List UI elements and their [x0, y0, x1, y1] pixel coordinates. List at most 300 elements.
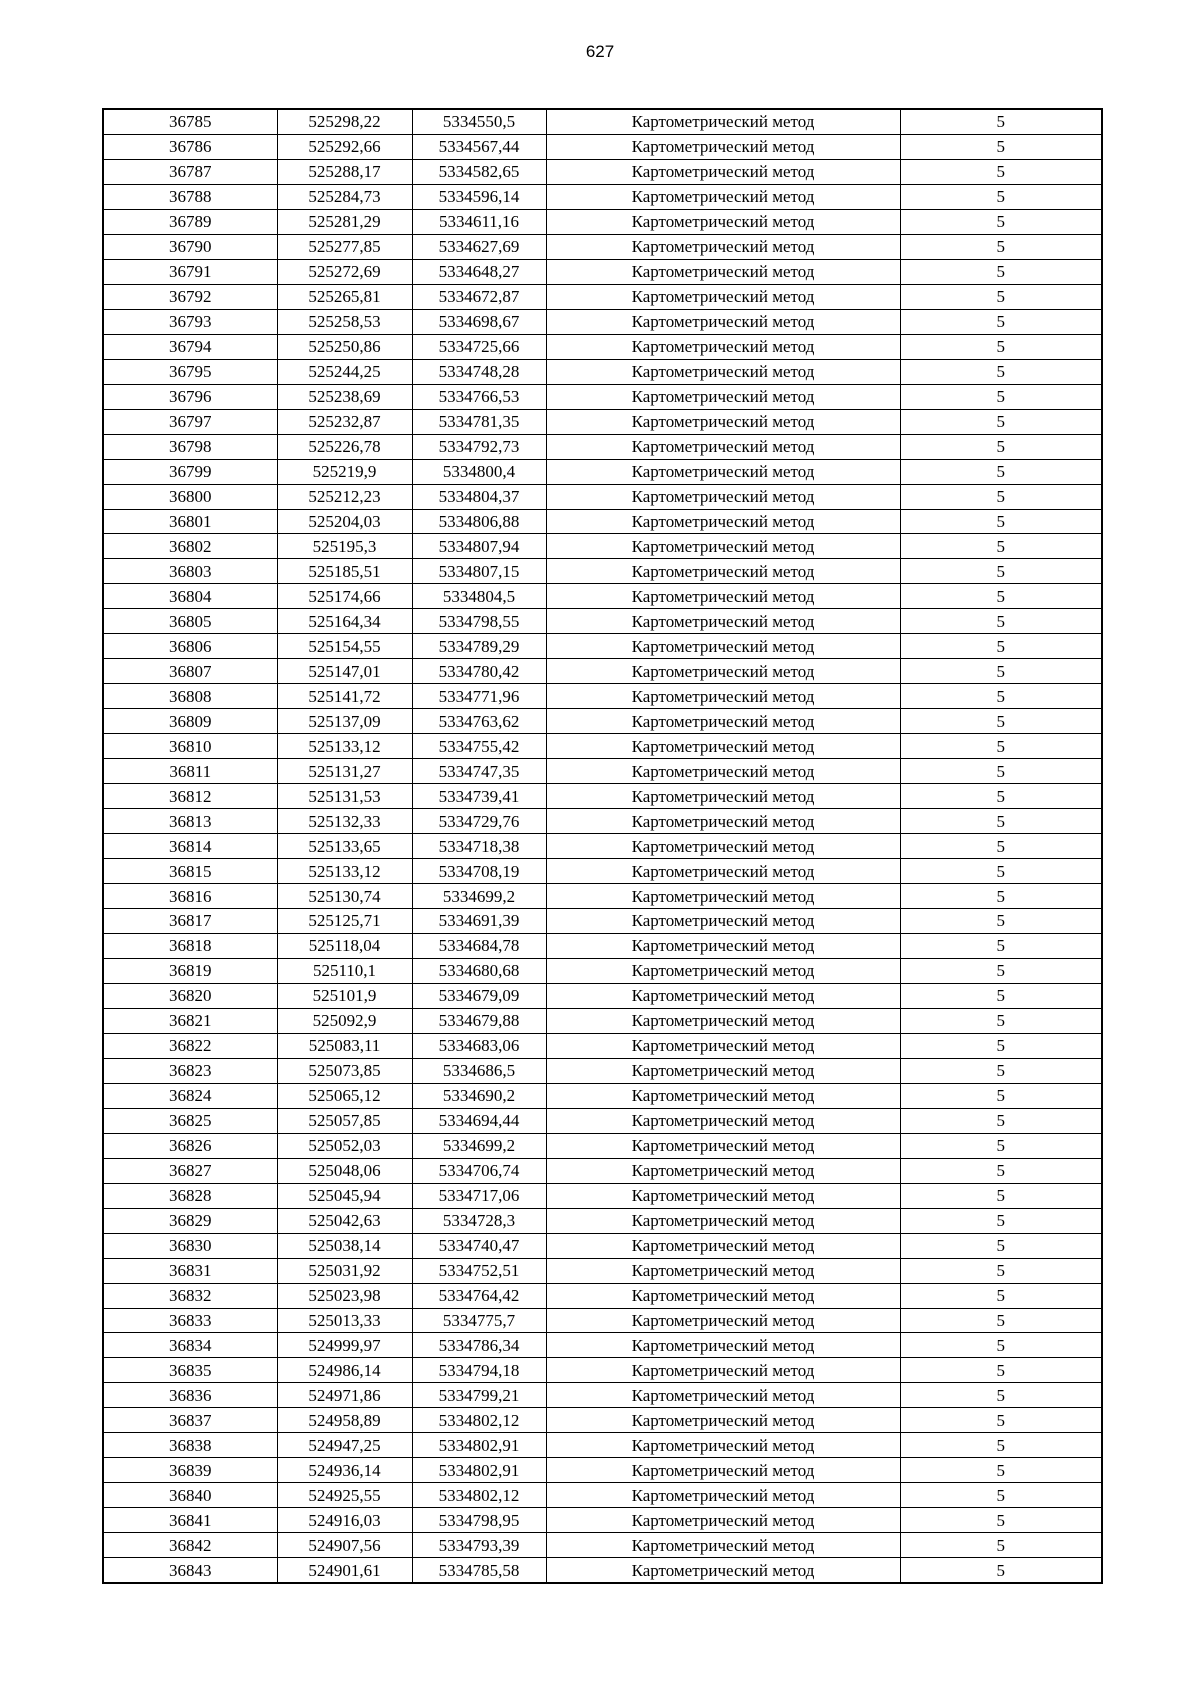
y-coordinate-cell: 5334800,4 — [412, 459, 546, 484]
accuracy-cell: 5 — [900, 1333, 1102, 1358]
accuracy-cell: 5 — [900, 384, 1102, 409]
point-number-cell: 36836 — [103, 1383, 277, 1408]
x-coordinate-cell: 525265,81 — [277, 284, 412, 309]
accuracy-cell: 5 — [900, 509, 1102, 534]
x-coordinate-cell: 525065,12 — [277, 1083, 412, 1108]
table-row — [103, 1558, 1102, 1583]
method-cell: Картометрический метод — [546, 1283, 900, 1308]
method-cell: Картометрический метод — [546, 409, 900, 434]
x-coordinate-cell: 525125,71 — [277, 909, 412, 934]
y-coordinate-cell: 5334690,2 — [412, 1083, 546, 1108]
y-coordinate-cell: 5334792,73 — [412, 434, 546, 459]
method-cell: Картометрический метод — [546, 933, 900, 958]
method-cell: Картометрический метод — [546, 1433, 900, 1458]
method-cell: Картометрический метод — [546, 859, 900, 884]
table-row — [103, 809, 1102, 834]
x-coordinate-cell: 525101,9 — [277, 983, 412, 1008]
point-number-cell: 36801 — [103, 509, 277, 534]
accuracy-cell: 5 — [900, 559, 1102, 584]
x-coordinate-cell: 525133,12 — [277, 734, 412, 759]
point-number-cell: 36823 — [103, 1058, 277, 1083]
table-row — [103, 1333, 1102, 1358]
y-coordinate-cell: 5334729,76 — [412, 809, 546, 834]
method-cell: Картометрический метод — [546, 234, 900, 259]
x-coordinate-cell: 525232,87 — [277, 409, 412, 434]
accuracy-cell: 5 — [900, 234, 1102, 259]
point-number-cell: 36815 — [103, 859, 277, 884]
x-coordinate-cell: 524901,61 — [277, 1558, 412, 1583]
method-cell: Картометрический метод — [546, 634, 900, 659]
method-cell: Картометрический метод — [546, 334, 900, 359]
y-coordinate-cell: 5334648,27 — [412, 259, 546, 284]
accuracy-cell: 5 — [900, 1108, 1102, 1133]
accuracy-cell: 5 — [900, 109, 1102, 134]
accuracy-cell: 5 — [900, 1233, 1102, 1258]
y-coordinate-cell: 5334807,94 — [412, 534, 546, 559]
y-coordinate-cell: 5334755,42 — [412, 734, 546, 759]
point-number-cell: 36790 — [103, 234, 277, 259]
y-coordinate-cell: 5334802,12 — [412, 1408, 546, 1433]
point-number-cell: 36821 — [103, 1008, 277, 1033]
x-coordinate-cell: 525048,06 — [277, 1158, 412, 1183]
table-row — [103, 1533, 1102, 1558]
method-cell: Картометрический метод — [546, 159, 900, 184]
method-cell: Картометрический метод — [546, 909, 900, 934]
y-coordinate-cell: 5334802,91 — [412, 1433, 546, 1458]
table-row — [103, 284, 1102, 309]
y-coordinate-cell: 5334747,35 — [412, 759, 546, 784]
y-coordinate-cell: 5334802,12 — [412, 1483, 546, 1508]
table-row — [103, 159, 1102, 184]
accuracy-cell: 5 — [900, 983, 1102, 1008]
table-row — [103, 784, 1102, 809]
method-cell: Картометрический метод — [546, 834, 900, 859]
method-cell: Картометрический метод — [546, 809, 900, 834]
y-coordinate-cell: 5334781,35 — [412, 409, 546, 434]
accuracy-cell: 5 — [900, 884, 1102, 909]
point-number-cell: 36843 — [103, 1558, 277, 1583]
method-cell: Картометрический метод — [546, 958, 900, 983]
x-coordinate-cell: 524958,89 — [277, 1408, 412, 1433]
accuracy-cell: 5 — [900, 1533, 1102, 1558]
point-number-cell: 36835 — [103, 1358, 277, 1383]
x-coordinate-cell: 525031,92 — [277, 1258, 412, 1283]
table-row — [103, 983, 1102, 1008]
table-row — [103, 384, 1102, 409]
x-coordinate-cell: 525154,55 — [277, 634, 412, 659]
y-coordinate-cell: 5334717,06 — [412, 1183, 546, 1208]
y-coordinate-cell: 5334804,5 — [412, 584, 546, 609]
table-row — [103, 1483, 1102, 1508]
accuracy-cell: 5 — [900, 459, 1102, 484]
x-coordinate-cell: 525185,51 — [277, 559, 412, 584]
table-row — [103, 534, 1102, 559]
point-number-cell: 36828 — [103, 1183, 277, 1208]
x-coordinate-cell: 525284,73 — [277, 184, 412, 209]
table-row — [103, 434, 1102, 459]
method-cell: Картометрический метод — [546, 284, 900, 309]
x-coordinate-cell: 524971,86 — [277, 1383, 412, 1408]
y-coordinate-cell: 5334804,37 — [412, 484, 546, 509]
point-number-cell: 36810 — [103, 734, 277, 759]
point-number-cell: 36785 — [103, 109, 277, 134]
y-coordinate-cell: 5334627,69 — [412, 234, 546, 259]
accuracy-cell: 5 — [900, 859, 1102, 884]
accuracy-cell: 5 — [900, 1183, 1102, 1208]
point-number-cell: 36839 — [103, 1458, 277, 1483]
point-number-cell: 36838 — [103, 1433, 277, 1458]
accuracy-cell: 5 — [900, 1408, 1102, 1433]
point-number-cell: 36800 — [103, 484, 277, 509]
point-number-cell: 36799 — [103, 459, 277, 484]
table-row — [103, 334, 1102, 359]
table-row — [103, 933, 1102, 958]
y-coordinate-cell: 5334793,39 — [412, 1533, 546, 1558]
x-coordinate-cell: 525092,9 — [277, 1008, 412, 1033]
method-cell: Картометрический метод — [546, 1483, 900, 1508]
x-coordinate-cell: 525073,85 — [277, 1058, 412, 1083]
method-cell: Картометрический метод — [546, 1183, 900, 1208]
point-number-cell: 36803 — [103, 559, 277, 584]
point-number-cell: 36814 — [103, 834, 277, 859]
x-coordinate-cell: 525244,25 — [277, 359, 412, 384]
y-coordinate-cell: 5334718,38 — [412, 834, 546, 859]
method-cell: Картометрический метод — [546, 684, 900, 709]
table-row — [103, 859, 1102, 884]
y-coordinate-cell: 5334680,68 — [412, 958, 546, 983]
x-coordinate-cell: 525219,9 — [277, 459, 412, 484]
method-cell: Картометрический метод — [546, 534, 900, 559]
x-coordinate-cell: 525133,12 — [277, 859, 412, 884]
table-row — [103, 1058, 1102, 1083]
x-coordinate-cell: 525288,17 — [277, 159, 412, 184]
x-coordinate-cell: 525131,27 — [277, 759, 412, 784]
table-row — [103, 1258, 1102, 1283]
point-number-cell: 36806 — [103, 634, 277, 659]
x-coordinate-cell: 525195,3 — [277, 534, 412, 559]
y-coordinate-cell: 5334679,88 — [412, 1008, 546, 1033]
table-row — [103, 309, 1102, 334]
method-cell: Картометрический метод — [546, 1158, 900, 1183]
y-coordinate-cell: 5334686,5 — [412, 1058, 546, 1083]
table-row — [103, 1108, 1102, 1133]
x-coordinate-cell: 525238,69 — [277, 384, 412, 409]
method-cell: Картометрический метод — [546, 1558, 900, 1583]
method-cell: Картометрический метод — [546, 259, 900, 284]
y-coordinate-cell: 5334725,66 — [412, 334, 546, 359]
table-row — [103, 1408, 1102, 1433]
method-cell: Картометрический метод — [546, 1458, 900, 1483]
accuracy-cell: 5 — [900, 1033, 1102, 1058]
accuracy-cell: 5 — [900, 284, 1102, 309]
x-coordinate-cell: 525042,63 — [277, 1208, 412, 1233]
point-number-cell: 36809 — [103, 709, 277, 734]
table-row — [103, 759, 1102, 784]
point-number-cell: 36831 — [103, 1258, 277, 1283]
x-coordinate-cell: 525277,85 — [277, 234, 412, 259]
x-coordinate-cell: 525130,74 — [277, 884, 412, 909]
accuracy-cell: 5 — [900, 434, 1102, 459]
table-row — [103, 184, 1102, 209]
method-cell: Картометрический метод — [546, 983, 900, 1008]
table-row — [103, 1183, 1102, 1208]
table-row — [103, 1208, 1102, 1233]
accuracy-cell: 5 — [900, 834, 1102, 859]
point-number-cell: 36808 — [103, 684, 277, 709]
y-coordinate-cell: 5334780,42 — [412, 659, 546, 684]
x-coordinate-cell: 525137,09 — [277, 709, 412, 734]
table-row — [103, 209, 1102, 234]
method-cell: Картометрический метод — [546, 1408, 900, 1433]
y-coordinate-cell: 5334728,3 — [412, 1208, 546, 1233]
point-number-cell: 36842 — [103, 1533, 277, 1558]
method-cell: Картометрический метод — [546, 309, 900, 334]
accuracy-cell: 5 — [900, 1458, 1102, 1483]
method-cell: Картометрический метод — [546, 359, 900, 384]
table-row — [103, 1158, 1102, 1183]
point-number-cell: 36812 — [103, 784, 277, 809]
y-coordinate-cell: 5334699,2 — [412, 1133, 546, 1158]
method-cell: Картометрический метод — [546, 884, 900, 909]
point-number-cell: 36786 — [103, 134, 277, 159]
point-number-cell: 36792 — [103, 284, 277, 309]
method-cell: Картометрический метод — [546, 1308, 900, 1333]
method-cell: Картометрический метод — [546, 1108, 900, 1133]
x-coordinate-cell: 525164,34 — [277, 609, 412, 634]
table-row — [103, 709, 1102, 734]
x-coordinate-cell: 525141,72 — [277, 684, 412, 709]
y-coordinate-cell: 5334698,67 — [412, 309, 546, 334]
table-row — [103, 359, 1102, 384]
point-number-cell: 36787 — [103, 159, 277, 184]
method-cell: Картометрический метод — [546, 434, 900, 459]
table-row — [103, 109, 1102, 134]
point-number-cell: 36805 — [103, 609, 277, 634]
accuracy-cell: 5 — [900, 1283, 1102, 1308]
point-number-cell: 36795 — [103, 359, 277, 384]
accuracy-cell: 5 — [900, 1208, 1102, 1233]
y-coordinate-cell: 5334802,91 — [412, 1458, 546, 1483]
x-coordinate-cell: 525292,66 — [277, 134, 412, 159]
x-coordinate-cell: 525045,94 — [277, 1183, 412, 1208]
method-cell: Картометрический метод — [546, 384, 900, 409]
table-row — [103, 1383, 1102, 1408]
method-cell: Картометрический метод — [546, 1383, 900, 1408]
accuracy-cell: 5 — [900, 809, 1102, 834]
table-row — [103, 559, 1102, 584]
x-coordinate-cell: 525258,53 — [277, 309, 412, 334]
y-coordinate-cell: 5334706,74 — [412, 1158, 546, 1183]
point-number-cell: 36807 — [103, 659, 277, 684]
y-coordinate-cell: 5334684,78 — [412, 933, 546, 958]
accuracy-cell: 5 — [900, 334, 1102, 359]
y-coordinate-cell: 5334806,88 — [412, 509, 546, 534]
point-number-cell: 36804 — [103, 584, 277, 609]
point-number-cell: 36825 — [103, 1108, 277, 1133]
table-row — [103, 734, 1102, 759]
y-coordinate-cell: 5334708,19 — [412, 859, 546, 884]
method-cell: Картометрический метод — [546, 1008, 900, 1033]
accuracy-cell: 5 — [900, 209, 1102, 234]
y-coordinate-cell: 5334794,18 — [412, 1358, 546, 1383]
x-coordinate-cell: 524947,25 — [277, 1433, 412, 1458]
y-coordinate-cell: 5334798,95 — [412, 1508, 546, 1533]
point-number-cell: 36817 — [103, 909, 277, 934]
method-cell: Картометрический метод — [546, 734, 900, 759]
method-cell: Картометрический метод — [546, 1533, 900, 1558]
x-coordinate-cell: 524925,55 — [277, 1483, 412, 1508]
table-row — [103, 1283, 1102, 1308]
x-coordinate-cell: 525110,1 — [277, 958, 412, 983]
x-coordinate-cell: 525013,33 — [277, 1308, 412, 1333]
table-row — [103, 459, 1102, 484]
point-number-cell: 36798 — [103, 434, 277, 459]
x-coordinate-cell: 525250,86 — [277, 334, 412, 359]
accuracy-cell: 5 — [900, 1483, 1102, 1508]
method-cell: Картометрический метод — [546, 1083, 900, 1108]
point-number-cell: 36793 — [103, 309, 277, 334]
method-cell: Картометрический метод — [546, 134, 900, 159]
point-number-cell: 36829 — [103, 1208, 277, 1233]
method-cell: Картометрический метод — [546, 559, 900, 584]
table-row — [103, 634, 1102, 659]
x-coordinate-cell: 525132,33 — [277, 809, 412, 834]
table-row — [103, 1458, 1102, 1483]
method-cell: Картометрический метод — [546, 184, 900, 209]
method-cell: Картометрический метод — [546, 509, 900, 534]
method-cell: Картометрический метод — [546, 1208, 900, 1233]
method-cell: Картометрический метод — [546, 459, 900, 484]
table-row — [103, 1433, 1102, 1458]
table-row — [103, 1233, 1102, 1258]
point-number-cell: 36802 — [103, 534, 277, 559]
accuracy-cell: 5 — [900, 134, 1102, 159]
table-row — [103, 609, 1102, 634]
x-coordinate-cell: 525057,85 — [277, 1108, 412, 1133]
accuracy-cell: 5 — [900, 584, 1102, 609]
y-coordinate-cell: 5334752,51 — [412, 1258, 546, 1283]
point-number-cell: 36833 — [103, 1308, 277, 1333]
page-number: 627 — [585, 42, 615, 61]
x-coordinate-cell: 524916,03 — [277, 1508, 412, 1533]
accuracy-cell: 5 — [900, 933, 1102, 958]
y-coordinate-cell: 5334694,44 — [412, 1108, 546, 1133]
method-cell: Картометрический метод — [546, 1258, 900, 1283]
method-cell: Картометрический метод — [546, 584, 900, 609]
method-cell: Картометрический метод — [546, 659, 900, 684]
accuracy-cell: 5 — [900, 534, 1102, 559]
accuracy-cell: 5 — [900, 784, 1102, 809]
accuracy-cell: 5 — [900, 759, 1102, 784]
y-coordinate-cell: 5334582,65 — [412, 159, 546, 184]
y-coordinate-cell: 5334766,53 — [412, 384, 546, 409]
y-coordinate-cell: 5334691,39 — [412, 909, 546, 934]
y-coordinate-cell: 5334740,47 — [412, 1233, 546, 1258]
x-coordinate-cell: 525131,53 — [277, 784, 412, 809]
y-coordinate-cell: 5334550,5 — [412, 109, 546, 134]
table-row — [103, 1033, 1102, 1058]
x-coordinate-cell: 525204,03 — [277, 509, 412, 534]
accuracy-cell: 5 — [900, 609, 1102, 634]
accuracy-cell: 5 — [900, 909, 1102, 934]
method-cell: Картометрический метод — [546, 709, 900, 734]
method-cell: Картометрический метод — [546, 1233, 900, 1258]
x-coordinate-cell: 524986,14 — [277, 1358, 412, 1383]
y-coordinate-cell: 5334763,62 — [412, 709, 546, 734]
method-cell: Картометрический метод — [546, 759, 900, 784]
point-number-cell: 36827 — [103, 1158, 277, 1183]
x-coordinate-cell: 525212,23 — [277, 484, 412, 509]
x-coordinate-cell: 525133,65 — [277, 834, 412, 859]
point-number-cell: 36820 — [103, 983, 277, 1008]
point-number-cell: 36818 — [103, 933, 277, 958]
point-number-cell: 36822 — [103, 1033, 277, 1058]
accuracy-cell: 5 — [900, 1133, 1102, 1158]
y-coordinate-cell: 5334683,06 — [412, 1033, 546, 1058]
table-row — [103, 1308, 1102, 1333]
point-number-cell: 36789 — [103, 209, 277, 234]
y-coordinate-cell: 5334775,7 — [412, 1308, 546, 1333]
y-coordinate-cell: 5334611,16 — [412, 209, 546, 234]
point-number-cell: 36811 — [103, 759, 277, 784]
accuracy-cell: 5 — [900, 484, 1102, 509]
accuracy-cell: 5 — [900, 1383, 1102, 1408]
y-coordinate-cell: 5334807,15 — [412, 559, 546, 584]
y-coordinate-cell: 5334798,55 — [412, 609, 546, 634]
point-number-cell: 36796 — [103, 384, 277, 409]
accuracy-cell: 5 — [900, 1083, 1102, 1108]
point-number-cell: 36791 — [103, 259, 277, 284]
accuracy-cell: 5 — [900, 1358, 1102, 1383]
point-number-cell: 36837 — [103, 1408, 277, 1433]
x-coordinate-cell: 525023,98 — [277, 1283, 412, 1308]
point-number-cell: 36788 — [103, 184, 277, 209]
y-coordinate-cell: 5334789,29 — [412, 634, 546, 659]
accuracy-cell: 5 — [900, 1258, 1102, 1283]
point-number-cell: 36830 — [103, 1233, 277, 1258]
table-row — [103, 134, 1102, 159]
point-number-cell: 36794 — [103, 334, 277, 359]
accuracy-cell: 5 — [900, 359, 1102, 384]
x-coordinate-cell: 525038,14 — [277, 1233, 412, 1258]
y-coordinate-cell: 5334799,21 — [412, 1383, 546, 1408]
table-row — [103, 684, 1102, 709]
accuracy-cell: 5 — [900, 659, 1102, 684]
method-cell: Картометрический метод — [546, 784, 900, 809]
y-coordinate-cell: 5334567,44 — [412, 134, 546, 159]
accuracy-cell: 5 — [900, 309, 1102, 334]
accuracy-cell: 5 — [900, 1433, 1102, 1458]
y-coordinate-cell: 5334596,14 — [412, 184, 546, 209]
accuracy-cell: 5 — [900, 1308, 1102, 1333]
x-coordinate-cell: 525147,01 — [277, 659, 412, 684]
table-row — [103, 409, 1102, 434]
point-number-cell: 36824 — [103, 1083, 277, 1108]
x-coordinate-cell: 525174,66 — [277, 584, 412, 609]
y-coordinate-cell: 5334679,09 — [412, 983, 546, 1008]
accuracy-cell: 5 — [900, 1058, 1102, 1083]
x-coordinate-cell: 525118,04 — [277, 933, 412, 958]
accuracy-cell: 5 — [900, 1008, 1102, 1033]
method-cell: Картометрический метод — [546, 109, 900, 134]
point-number-cell: 36819 — [103, 958, 277, 983]
point-number-cell: 36797 — [103, 409, 277, 434]
coordinates-table — [102, 108, 1103, 1584]
table-row — [103, 509, 1102, 534]
accuracy-cell: 5 — [900, 409, 1102, 434]
point-number-cell: 36813 — [103, 809, 277, 834]
y-coordinate-cell: 5334699,2 — [412, 884, 546, 909]
